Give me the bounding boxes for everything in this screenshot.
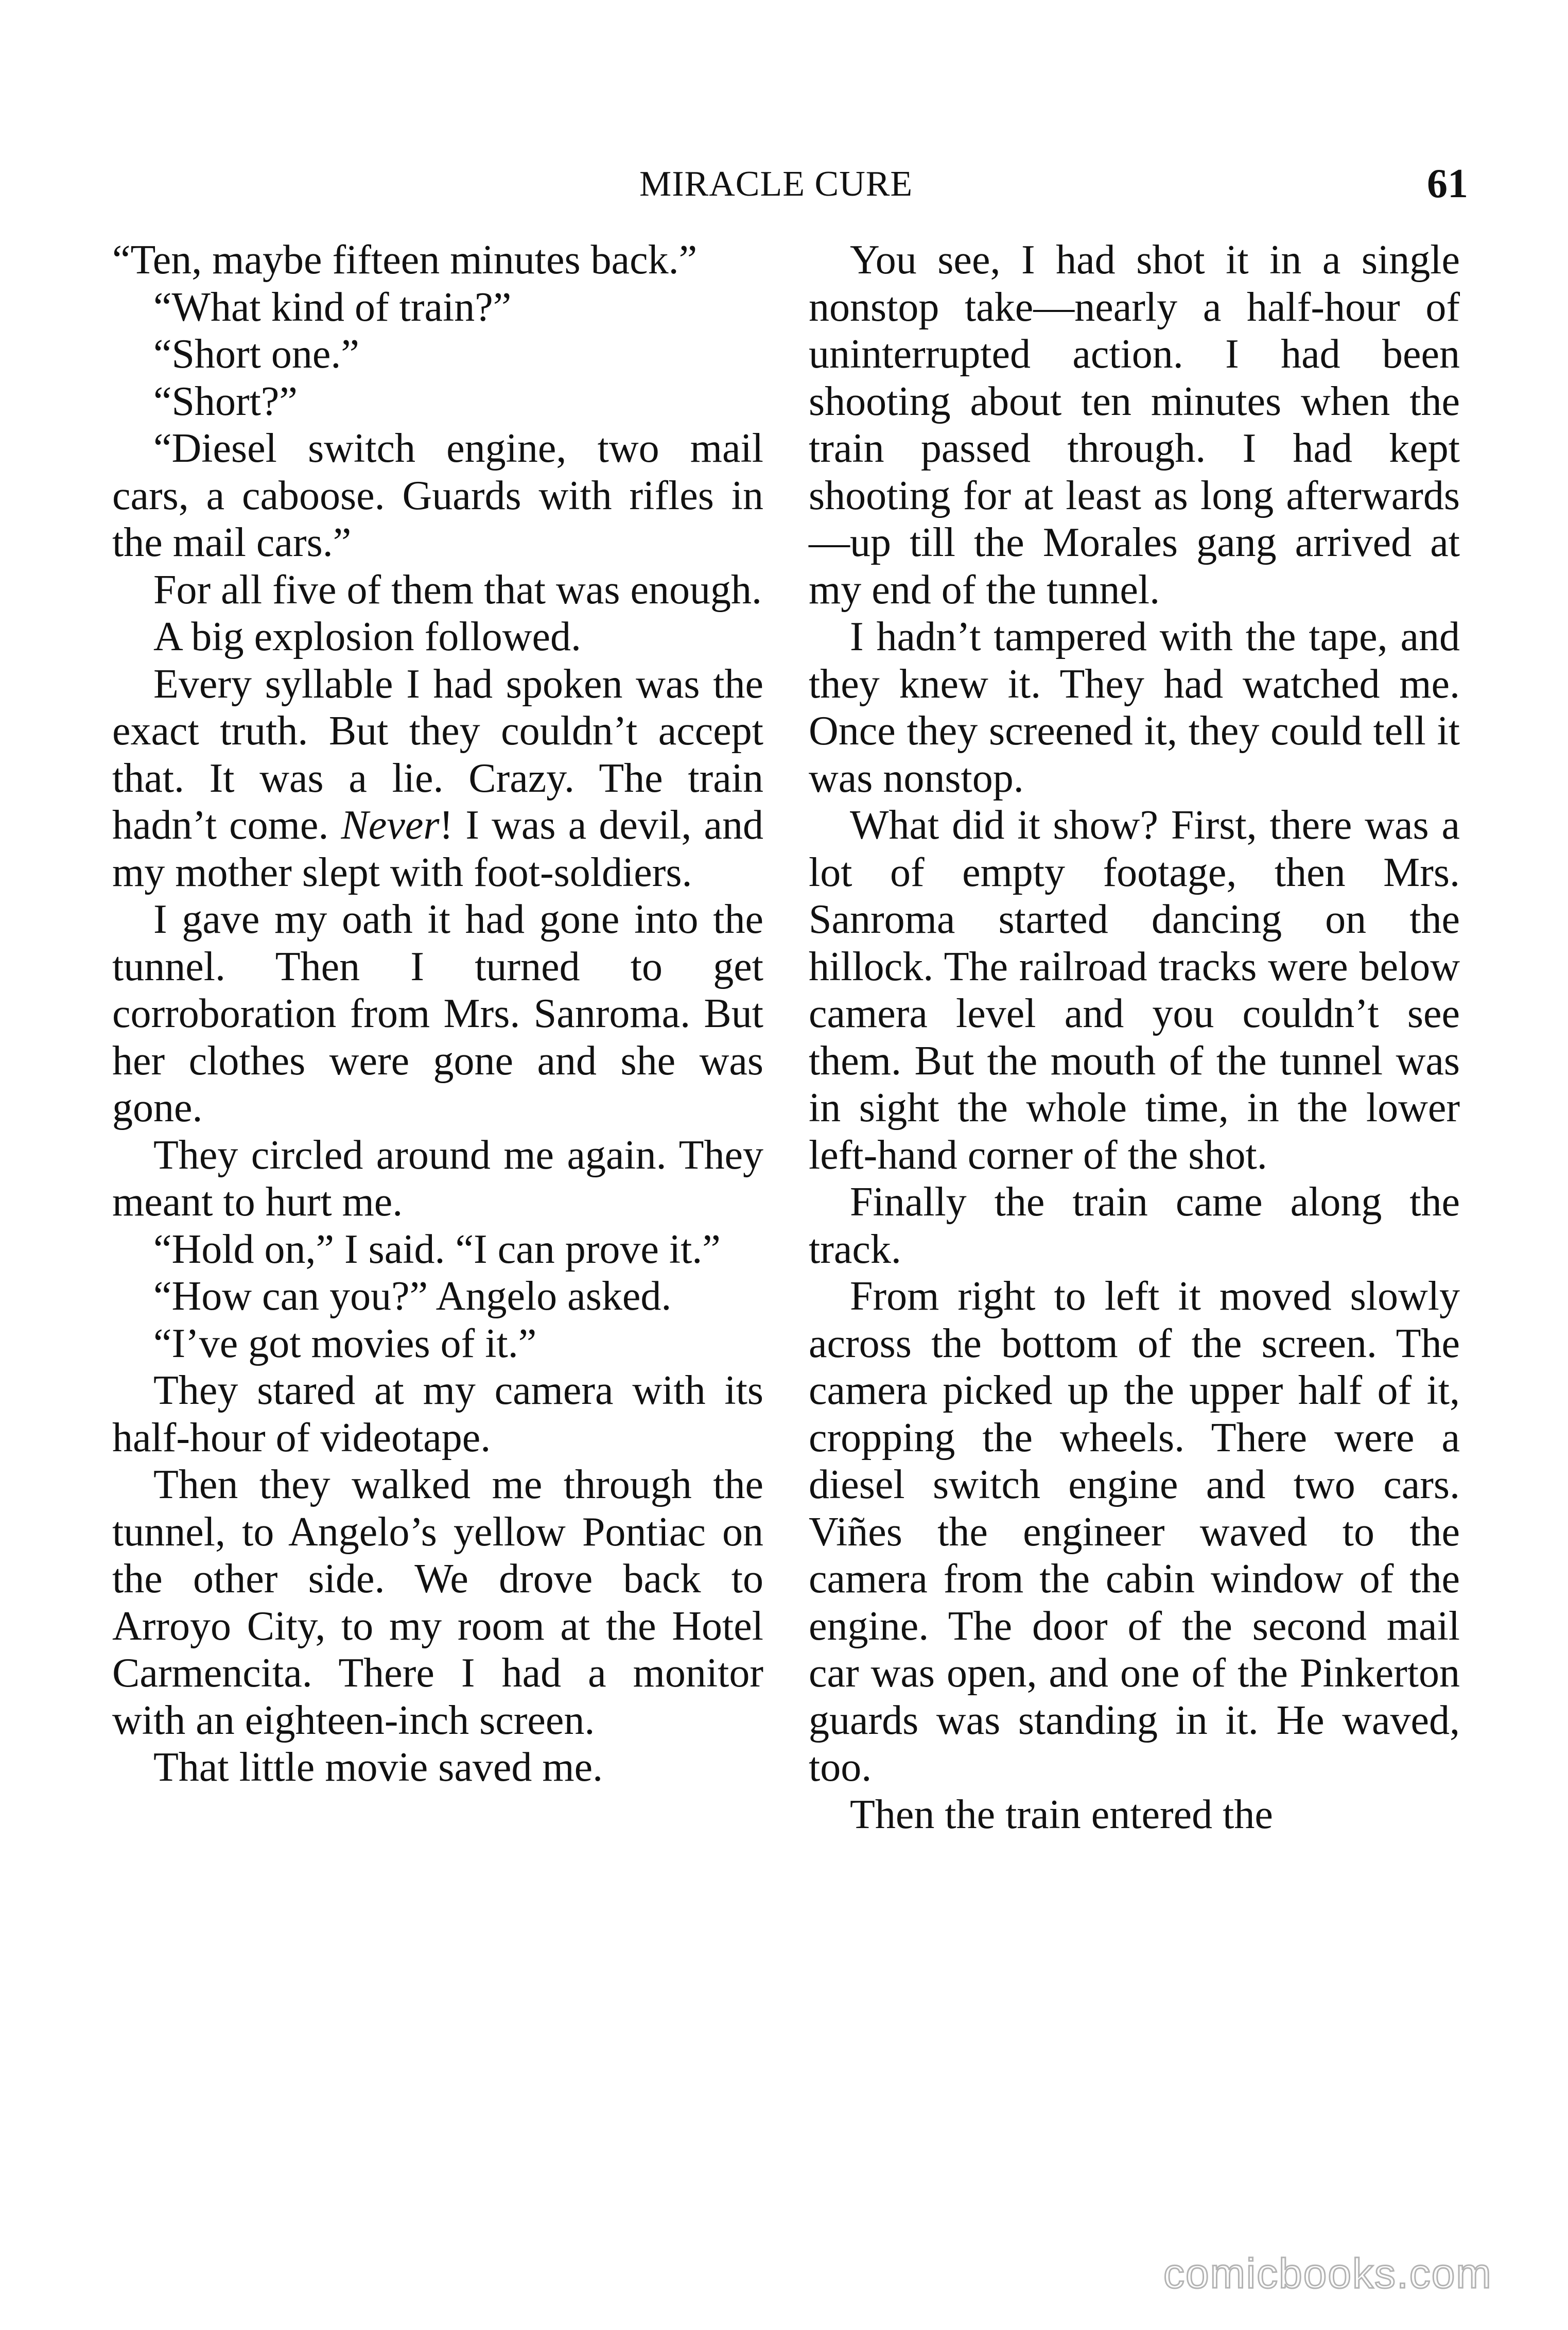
left-text-column bbox=[112, 237, 763, 1792]
paragraph: That little movie saved me. bbox=[153, 1745, 603, 1790]
paragraph: “How can you?” Angelo asked. bbox=[153, 1274, 672, 1319]
paragraph-text: ! I was a devil, and my mother slept with foot-soldiers. bbox=[112, 803, 764, 895]
paragraph: Then they walked me through the tunnel, to Angelo’s yellow Pontiac on the other side. We drove back to Arroyo City, to my room at the Hotel Carmencita. There I had a monitor with an eighteen-inch screen. bbox=[112, 1462, 763, 1743]
page-number: 61 bbox=[1427, 161, 1468, 206]
paragraph: I hadn’t tampered with the tape, and they knew it. They had watched me. Once they screened it, they could tell it was nonstop. bbox=[809, 614, 1460, 801]
paragraph: I gave my oath it had gone into the tunnel. Then I turned to get corroboration from Mrs. Sanroma. But her clothes were gone and she was gone. bbox=[112, 897, 763, 1131]
paragraph: They stared at my camera with its half-hour of videotape. bbox=[112, 1368, 763, 1460]
paragraph: Finally the train came along the track. bbox=[809, 1179, 1460, 1272]
paragraph: “Short?” bbox=[153, 378, 298, 424]
running-title: MIRACLE CURE bbox=[639, 164, 913, 204]
paragraph: “Diesel switch engine, two mail cars, a caboose. Guards with rifles in the mail cars.” bbox=[112, 426, 763, 565]
watermark-logo: comicbooks.com bbox=[1163, 2250, 1492, 2297]
paragraph: You see, I had shot it in a single nonstop take—nearly a half-hour of uninterrupted action. I had been shooting about ten minutes when the train passed through. I had kept shooting for at least as long afterwards—up till the Morales gang arrived at my end of the tunnel. bbox=[809, 237, 1460, 613]
paragraph: Then the train entered the bbox=[850, 1792, 1273, 1837]
paragraph: “Hold on,” I said. “I can prove it.” bbox=[153, 1226, 721, 1272]
paragraph: A big explosion followed. bbox=[153, 614, 582, 659]
paragraph-text: Every syllable I had spoken was the exact truth. But they couldn’t accept that. It was a lie. Crazy. The train hadn’t come. bbox=[112, 661, 763, 848]
paragraph bbox=[112, 661, 763, 897]
paragraph: For all five of them that was enough. bbox=[153, 567, 762, 613]
paragraph: “What kind of train?” bbox=[153, 284, 512, 330]
paragraph: From right to left it moved slowly across the bottom of the screen. The camera picked up the upper half of it, cropping the wheels. There were a diesel switch engine and two cars. Viñes the engineer waved to the camera from the cabin window of the engine. The door of the second mail car was open, and one of the Pinkerton guards was standing in it. He waved, too. bbox=[809, 1274, 1460, 1790]
right-text-column bbox=[809, 237, 1460, 1838]
paragraph: What did it show? First, there was a lot of empty footage, then Mrs. Sanroma started dancing on the hillock. The railroad tracks were below camera level and you couldn’t see them. But the mouth of the tunnel was in sight the whole time, in the lower left-hand corner of the shot. bbox=[809, 803, 1460, 1178]
paragraph: “I’ve got movies of it.” bbox=[153, 1320, 537, 1366]
paragraph: They circled around me again. They meant to hurt me. bbox=[112, 1132, 763, 1225]
emphasized-word: Never bbox=[341, 803, 440, 848]
paragraph: “Short one.” bbox=[153, 332, 359, 377]
paragraph: “Ten, maybe fifteen minutes back.” bbox=[112, 237, 698, 283]
